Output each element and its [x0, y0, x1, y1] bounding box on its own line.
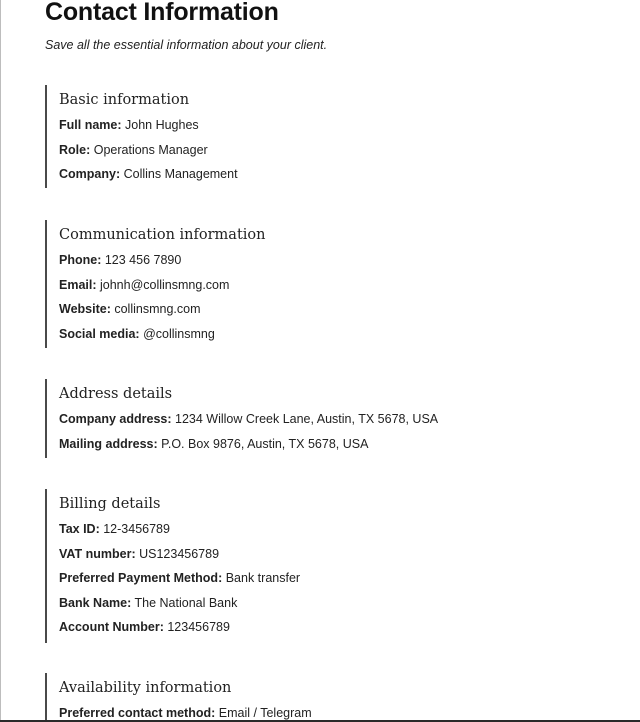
page-left-border	[0, 0, 1, 722]
field-value: 1234 Willow Creek Lane, Austin, TX 5678, USA	[175, 412, 439, 426]
field-full-name	[59, 117, 619, 133]
field-label: Full name:	[59, 118, 122, 132]
section-title: Availability information	[59, 680, 232, 696]
section-title: Communication information	[59, 227, 266, 243]
page-subtitle: Save all the essential information about your client.	[45, 38, 328, 52]
field-value: US123456789	[139, 546, 220, 561]
section-title: Billing details	[59, 496, 161, 512]
field-value: johnh@collinsmng.com	[100, 277, 230, 292]
field-company-address	[59, 411, 619, 427]
field-email	[59, 277, 619, 293]
field-value: Collins Management	[123, 167, 238, 181]
section-title: Basic information	[59, 92, 190, 108]
field-label: Tax ID:	[59, 522, 100, 536]
field-value: Email / Telegram	[218, 706, 312, 720]
field-value: Operations Manager	[93, 142, 208, 157]
field-value: 12-3456789	[103, 522, 170, 536]
field-label: VAT number:	[59, 546, 136, 561]
field-label: Phone:	[59, 253, 102, 267]
field-website	[59, 301, 619, 317]
field-label: Bank Name:	[59, 595, 132, 610]
field-label: Preferred Payment Method:	[59, 571, 223, 585]
field-value: @collinsmng	[143, 326, 215, 341]
field-value: The National Bank	[134, 595, 238, 610]
field-label: Website:	[59, 302, 111, 316]
field-label: Company address:	[59, 412, 172, 426]
field-mailing-address	[59, 436, 619, 452]
section-title: Address details	[59, 386, 173, 402]
field-label: Preferred contact method:	[59, 706, 216, 720]
field-vat-number	[59, 546, 619, 562]
field-value: John Hughes	[125, 118, 199, 132]
field-label: Mailing address:	[59, 436, 158, 451]
section-basic-information	[45, 85, 619, 188]
field-bank-name	[59, 595, 619, 611]
field-preferred-contact-method	[59, 705, 619, 721]
page-title: Contact Information	[45, 0, 279, 26]
field-tax-id	[59, 521, 619, 537]
field-label: Account Number:	[59, 620, 164, 634]
field-role	[59, 142, 619, 158]
field-company	[59, 166, 619, 182]
field-social-media	[59, 326, 619, 342]
field-value: 123456789	[167, 620, 230, 634]
field-value: collinsmng.com	[114, 302, 201, 316]
field-value: P.O. Box 9876, Austin, TX 5678, USA	[161, 436, 369, 451]
field-phone	[59, 252, 619, 268]
field-preferred-payment-method	[59, 570, 619, 586]
section-billing-details	[45, 489, 619, 643]
field-label: Company:	[59, 167, 121, 181]
section-address-details	[45, 379, 619, 458]
field-value: Bank transfer	[225, 571, 301, 585]
field-label: Role:	[59, 142, 91, 157]
field-label: Email:	[59, 277, 97, 292]
field-label: Social media:	[59, 326, 140, 341]
field-value: 123 456 7890	[104, 253, 182, 267]
section-availability-information	[45, 673, 619, 722]
document-content	[45, 0, 625, 720]
section-communication-information	[45, 220, 619, 348]
field-account-number	[59, 619, 619, 635]
